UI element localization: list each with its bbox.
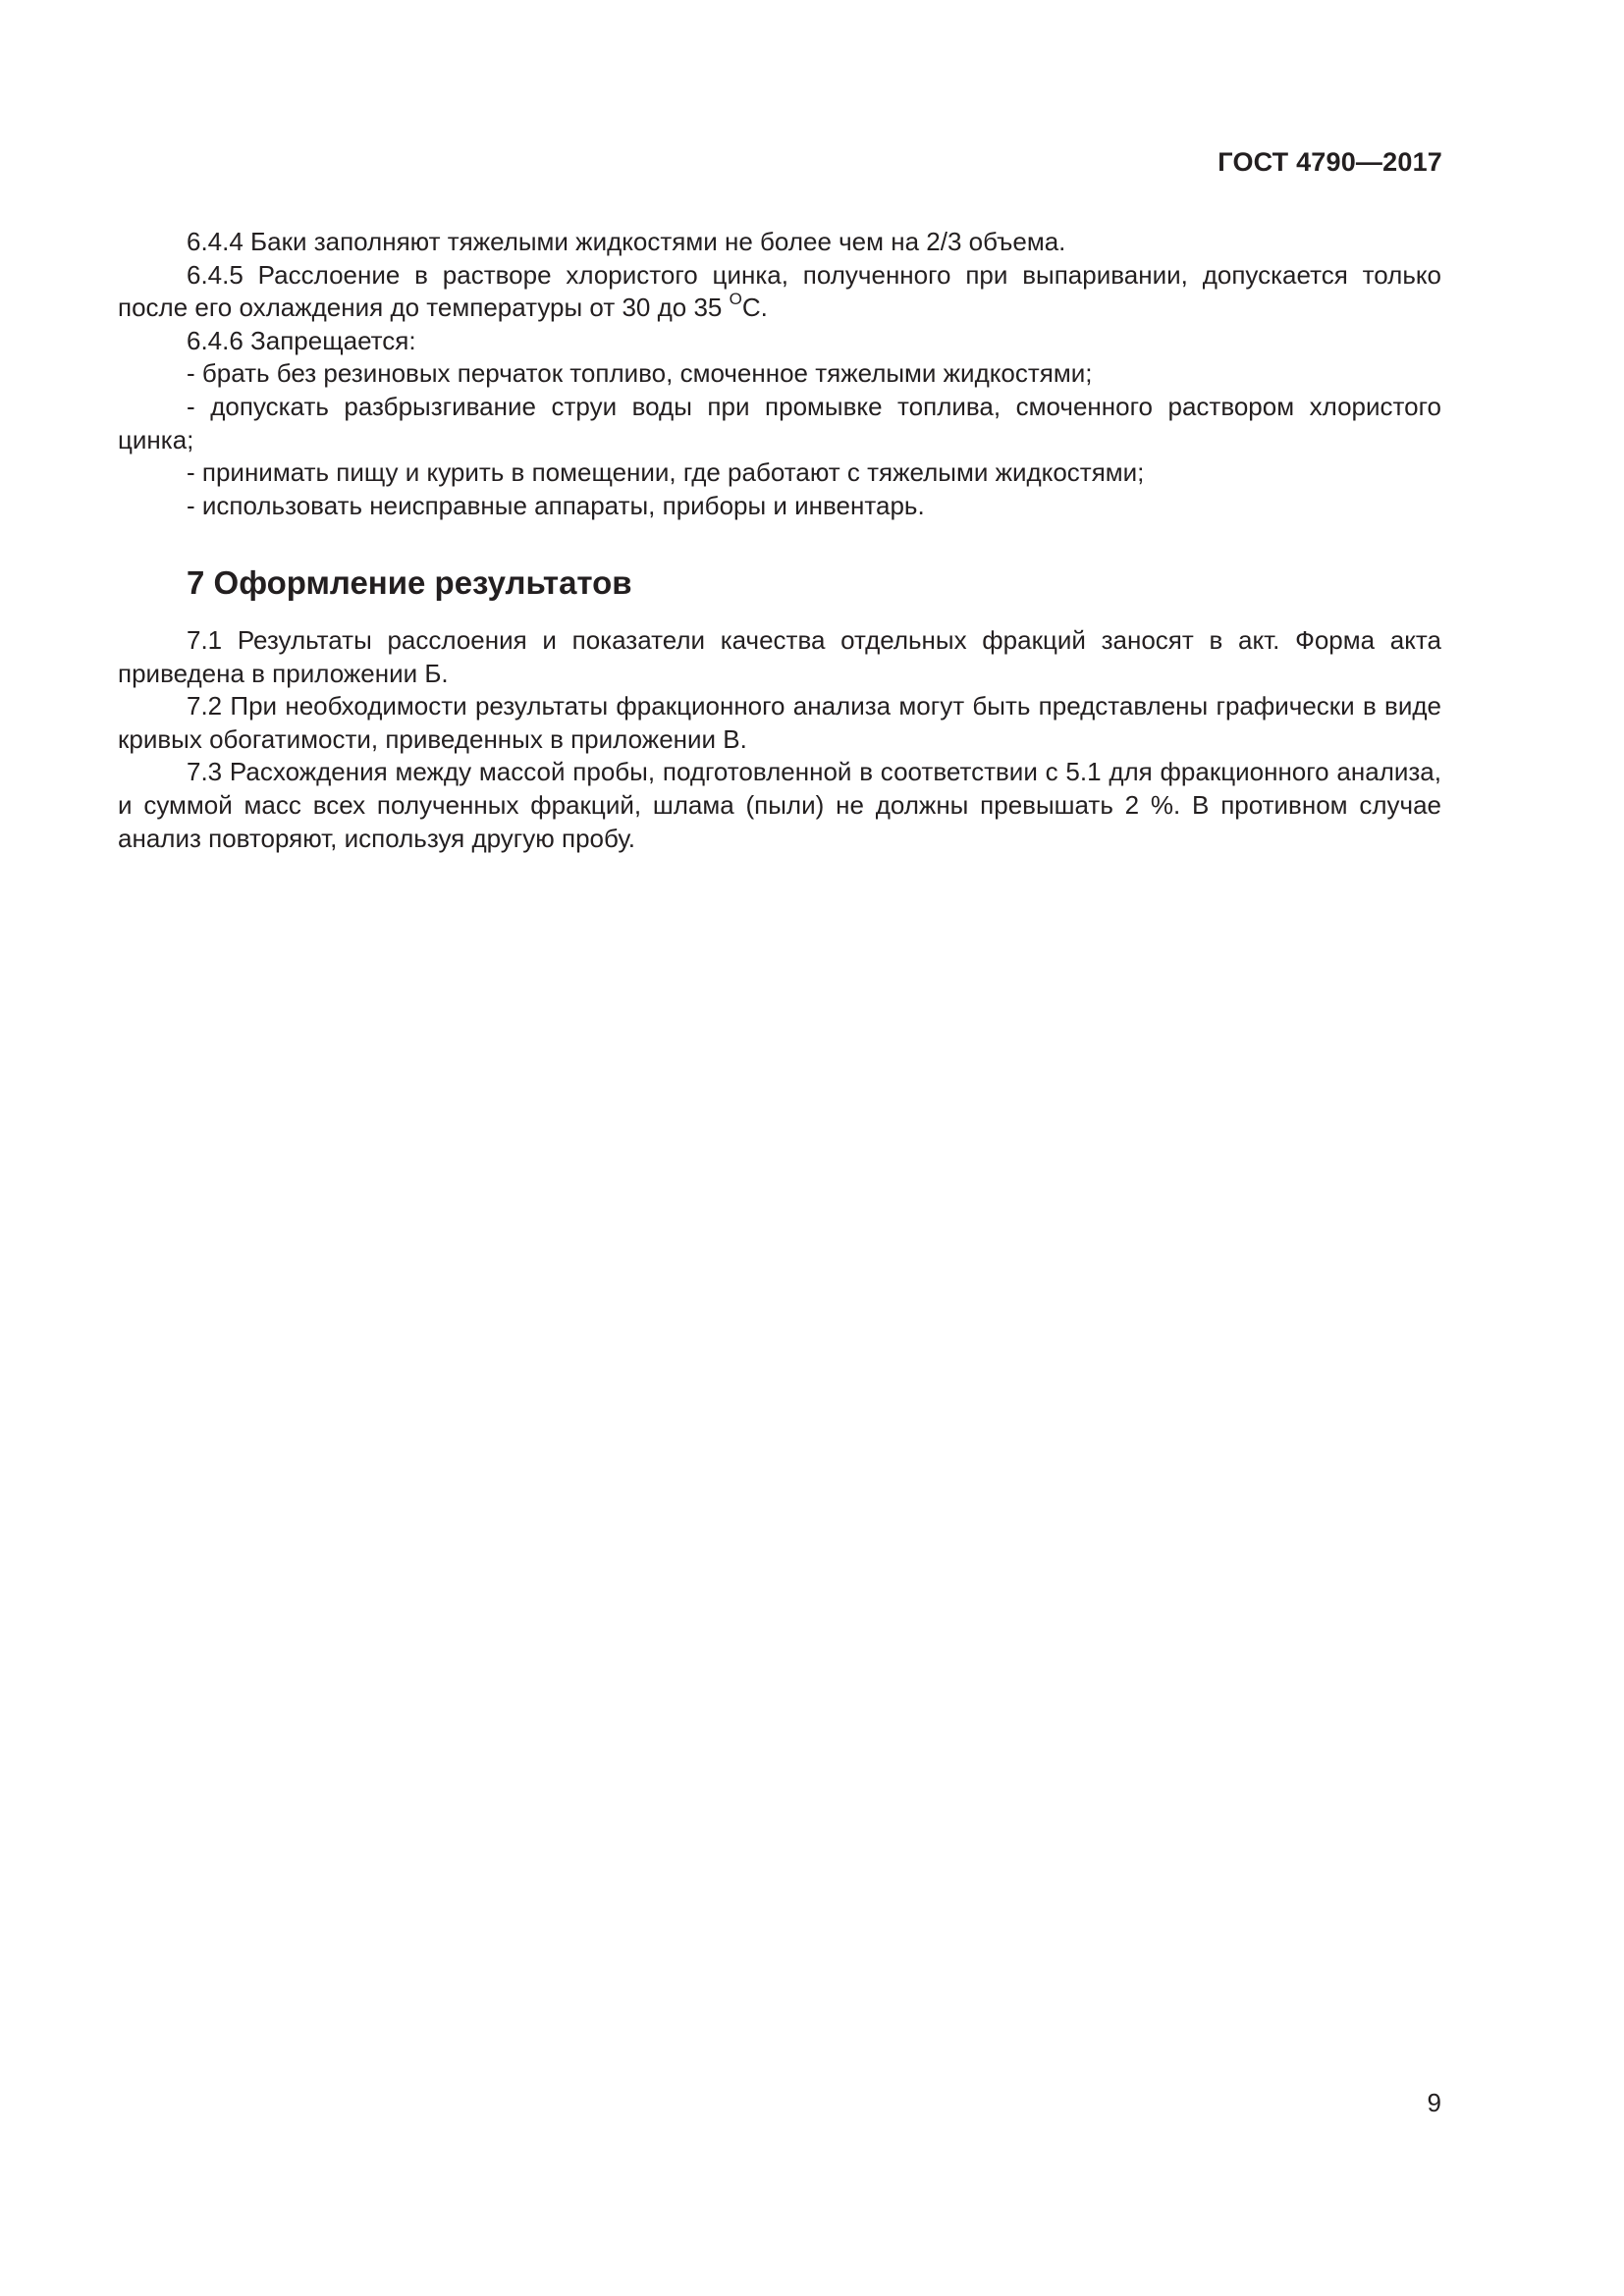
prohibition-item: - допускать разбрызгивание струи воды при промывке топлива, смоченного раствором хлористого цинка; [118,391,1441,454]
temperature-unit: C. [741,293,768,323]
degree-sign: O [729,290,742,309]
paragraph-7-2: 7.2 При необходимости результаты фракционного анализа могут быть представлены графически в виде кривых обогатимости, приведенных в приложении В. [118,691,1441,754]
section-7-body [118,624,1441,855]
paragraph-6-4-4: 6.4.4 Баки заполняют тяжелыми жидкостями не более чем на 2/3 объема. [187,227,1066,256]
page-number: 9 [1427,2088,1441,2117]
prohibition-item: - использовать неисправные аппараты, приборы и инвентарь. [187,490,925,520]
paragraph-7-3: 7.3 Расхождения между массой пробы, подготовленной в соответствии с 5.1 для фракционного анализа, и суммой масс всех полученных фракций, шлама (пыли) не должны превышать 2 %. В противном случае анализ повторяют, используя другую пробу. [118,757,1441,853]
section-7-title: 7 Оформление результатов [187,564,632,601]
standard-code-header: ГОСТ 4790—2017 [1218,147,1442,177]
paragraph-6-4-5-text: 6.4.5 Расслоение в растворе хлористого цинка, полученного при выпаривании, допускается только после его охлаждения до температуры от 30 до 35 [118,259,1441,323]
prohibition-item: - принимать пищу и курить в помещении, где работают с тяжелыми жидкостями; [187,457,1145,488]
prohibition-item: - брать без резиновых перчаток топливо, смоченное тяжелыми жидкостями; [187,358,1093,389]
paragraph-6-4-6: 6.4.6 Запрещается: [187,325,416,355]
paragraph-6-4-5 [118,259,1441,325]
section-6-continued [118,226,1441,522]
paragraph-7-1: 7.1 Результаты расслоения и показатели качества отдельных фракций заносят в акт. Форма акта приведена в приложении Б. [118,625,1441,688]
